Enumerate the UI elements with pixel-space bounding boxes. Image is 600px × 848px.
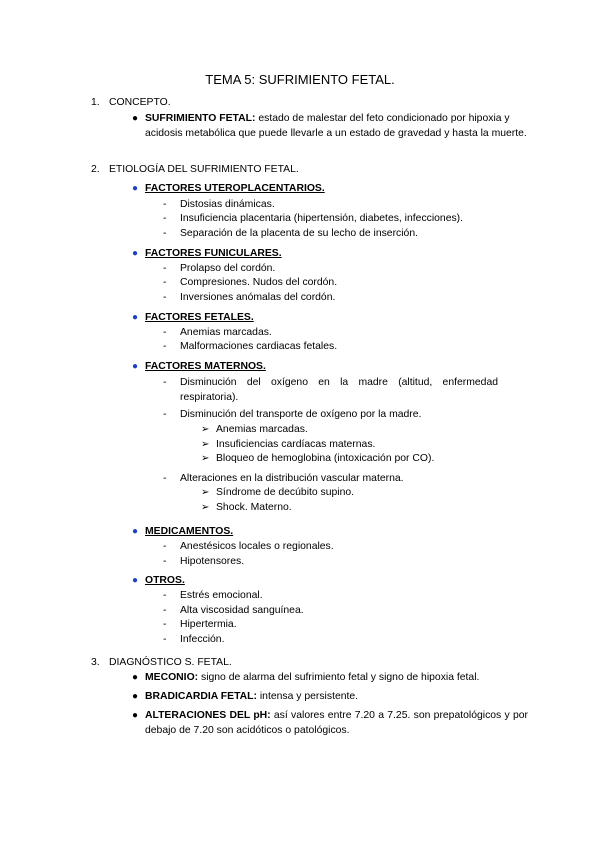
list-item: - Inversiones anómalas del cordón. <box>163 292 336 303</box>
dash-icon: - <box>163 228 167 239</box>
bullet-icon: ● <box>132 526 139 537</box>
list-item: - Separación de la placenta de su lecho de inserción. <box>163 228 418 239</box>
term-label: SUFRIMIENTO FETAL: <box>145 113 256 124</box>
section-label: CONCEPTO. <box>109 97 171 108</box>
bullet-item <box>132 670 528 685</box>
bullet-icon: ● <box>132 575 139 586</box>
dash-icon: - <box>163 327 167 338</box>
list-item: - Malformaciones cardiacas fetales. <box>163 341 338 352</box>
list-item: - Alta viscosidad sanguínea. <box>163 605 304 616</box>
definition-text: signo de alarma del sufrimiento fetal y signo de hipoxia fetal. <box>198 672 480 683</box>
group-heading: ● FACTORES MATERNOS. <box>132 361 266 372</box>
dash-icon: - <box>163 590 167 601</box>
page-title: TEMA 5: SUFRIMIENTO FETAL. <box>205 72 395 87</box>
bullet-icon: ● <box>132 312 139 323</box>
list-item: - Prolapso del cordón. <box>163 263 276 274</box>
dash-icon: - <box>163 377 167 388</box>
arrow-icon: ➢ <box>201 487 210 498</box>
list-item: - Anemias marcadas. <box>163 327 272 338</box>
section-number: 2. <box>91 164 100 175</box>
list-item: - Disminución del transporte de oxígeno por la madre. <box>163 409 422 420</box>
list-item: - Insuficiencia placentaria (hipertensión, diabetes, infecciones). <box>163 213 464 224</box>
list-item: - Anestésicos locales o regionales. <box>163 541 334 552</box>
dash-icon: - <box>163 634 167 645</box>
dash-icon: - <box>163 199 167 210</box>
group-heading: ● OTROS. <box>132 575 185 586</box>
bullet-icon: ● <box>132 183 139 194</box>
section-label: ETIOLOGÍA DEL SUFRIMIENTO FETAL. <box>109 164 299 175</box>
arrow-icon: ➢ <box>201 424 210 435</box>
sub-list-item: ➢ Shock. Materno. <box>201 502 292 513</box>
arrow-icon: ➢ <box>201 453 210 464</box>
section-number: 3. <box>91 657 100 668</box>
bullet-icon: ● <box>132 113 139 124</box>
group-heading: ● MEDICAMENTOS. <box>132 526 234 537</box>
dash-icon: - <box>163 277 167 288</box>
bullet-icon: ● <box>132 710 139 721</box>
sub-list-item: ➢ Síndrome de decúbito supino. <box>201 487 355 498</box>
bullet-item <box>132 689 528 704</box>
term-label: MECONIO: <box>145 672 199 683</box>
arrow-icon: ➢ <box>201 439 210 450</box>
sub-list-item: ➢ Anemias marcadas. <box>201 424 308 435</box>
dash-icon: - <box>163 213 167 224</box>
section-label: DIAGNÓSTICO S. FETAL. <box>109 657 232 668</box>
term-label: BRADICARDIA FETAL: <box>145 691 257 702</box>
dash-icon: - <box>163 541 167 552</box>
list-item: - Alteraciones en la distribución vascular materna. <box>163 473 404 484</box>
definition-text: intensa y persistente. <box>256 691 359 702</box>
dash-icon: - <box>163 556 167 567</box>
group-heading: ● FACTORES FUNICULARES. <box>132 248 282 259</box>
sub-list-item: ➢ Insuficiencias cardíacas maternas. <box>201 439 376 450</box>
list-item: - Hipotensores. <box>163 556 245 567</box>
list-item: - Hipertermia. <box>163 619 237 630</box>
dash-icon: - <box>163 605 167 616</box>
dash-icon: - <box>163 341 167 352</box>
dash-icon: - <box>163 409 167 420</box>
list-item: - Distosias dinámicas. <box>163 199 275 210</box>
definition-text: así valores entre 7.20 a 7.25. son prepatológicos y por debajo de 7.20 son acidóticos o patológicos. <box>145 710 528 736</box>
bullet-icon: ● <box>132 691 139 702</box>
group-heading: ● FACTORES FETALES. <box>132 312 254 323</box>
section-etiologia <box>91 162 299 177</box>
list-item: - Infección. <box>163 634 225 645</box>
bullet-icon: ● <box>132 361 139 372</box>
arrow-icon: ➢ <box>201 502 210 513</box>
group-heading: ● FACTORES UTEROPLACENTARIOS. <box>132 183 325 194</box>
section-number: 1. <box>91 97 100 108</box>
dash-icon: - <box>163 292 167 303</box>
section-concepto <box>91 95 171 110</box>
term-label: ALTERACIONES DEL pH: <box>145 710 271 721</box>
list-item: - Estrés emocional. <box>163 590 263 601</box>
bullet-item <box>132 111 528 141</box>
dash-icon: - <box>163 263 167 274</box>
bullet-icon: ● <box>132 248 139 259</box>
dash-icon: - <box>163 473 167 484</box>
list-item: - Disminución del oxígeno en la madre (altitud, enfermedad respiratoria). <box>163 377 498 403</box>
bullet-icon: ● <box>132 672 139 683</box>
dash-icon: - <box>163 619 167 630</box>
list-item: - Compresiones. Nudos del cordón. <box>163 277 338 288</box>
bullet-item <box>132 708 528 738</box>
section-diagnostico <box>91 655 232 670</box>
sub-list-item: ➢ Bloqueo de hemoglobina (intoxicación por CO). <box>201 453 435 464</box>
definition-text: estado de malestar del feto condicionado por hipoxia y acidosis metabólica que puede llevarle a un estado de gravedad y hasta la muerte. <box>145 113 527 139</box>
